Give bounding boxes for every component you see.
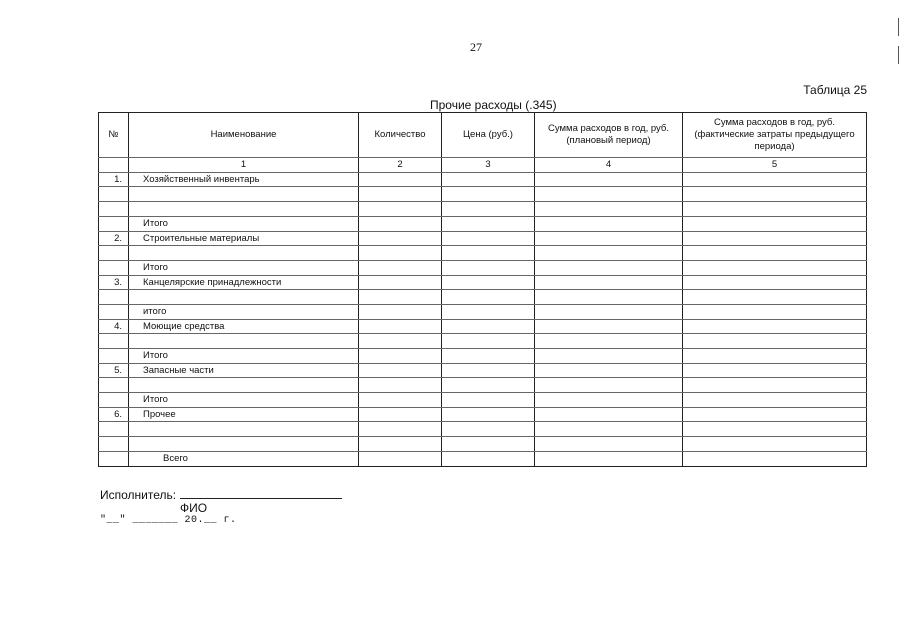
row-name-cell — [129, 437, 359, 452]
row-number-cell: 4. — [99, 319, 129, 334]
row-name-cell: Прочее — [129, 407, 359, 422]
table-row — [99, 407, 867, 422]
table-caption: Таблица 25 — [803, 83, 867, 97]
row-number-cell — [99, 305, 129, 320]
header-cell-name: Наименование — [129, 113, 359, 158]
total-actual-sum-cell[interactable] — [683, 452, 867, 467]
row-name-cell — [129, 422, 359, 437]
row-planned-sum-cell[interactable] — [535, 246, 683, 261]
row-name-cell: Итого — [129, 349, 359, 364]
row-number-cell — [99, 422, 129, 437]
row-planned-sum-cell[interactable] — [535, 172, 683, 187]
table-title: Прочие расходы (.345) — [430, 98, 557, 112]
row-price-cell[interactable] — [442, 334, 535, 349]
row-quantity-cell[interactable] — [359, 231, 442, 246]
row-actual-sum-cell[interactable] — [683, 393, 867, 408]
row-price-cell[interactable] — [442, 231, 535, 246]
row-actual-sum-cell[interactable] — [683, 334, 867, 349]
row-quantity-cell[interactable] — [359, 217, 442, 232]
row-actual-sum-cell[interactable] — [683, 378, 867, 393]
row-name-cell: Хозяйственный инвентарь — [129, 172, 359, 187]
row-number-cell: 6. — [99, 407, 129, 422]
row-quantity-cell[interactable] — [359, 422, 442, 437]
table-row — [99, 246, 867, 261]
row-quantity-cell[interactable] — [359, 246, 442, 261]
row-planned-sum-cell[interactable] — [535, 305, 683, 320]
row-number-cell — [99, 261, 129, 276]
row-name-cell — [129, 187, 359, 202]
row-quantity-cell[interactable] — [359, 202, 442, 217]
row-quantity-cell[interactable] — [359, 378, 442, 393]
row-price-cell[interactable] — [442, 363, 535, 378]
column-number-cell: 3 — [442, 158, 535, 173]
row-actual-sum-cell[interactable] — [683, 305, 867, 320]
row-price-cell[interactable] — [442, 261, 535, 276]
row-price-cell[interactable] — [442, 407, 535, 422]
table-row — [99, 349, 867, 364]
table-row — [99, 290, 867, 305]
row-actual-sum-cell[interactable] — [683, 407, 867, 422]
row-actual-sum-cell[interactable] — [683, 261, 867, 276]
row-price-cell[interactable] — [442, 437, 535, 452]
total-label: Всего — [129, 452, 359, 467]
row-price-cell[interactable] — [442, 187, 535, 202]
row-name-cell — [129, 246, 359, 261]
row-price-cell[interactable] — [442, 172, 535, 187]
row-quantity-cell[interactable] — [359, 393, 442, 408]
row-actual-sum-cell[interactable] — [683, 202, 867, 217]
row-price-cell[interactable] — [442, 217, 535, 232]
table-row — [99, 305, 867, 320]
row-name-cell: итого — [129, 305, 359, 320]
scan-edge-mark — [898, 46, 899, 64]
row-number-cell — [99, 187, 129, 202]
table-body — [99, 158, 867, 452]
column-number-cell: 4 — [535, 158, 683, 173]
row-name-cell: Строительные материалы — [129, 231, 359, 246]
row-actual-sum-cell[interactable] — [683, 187, 867, 202]
table-row — [99, 378, 867, 393]
row-price-cell[interactable] — [442, 305, 535, 320]
row-planned-sum-cell[interactable] — [535, 349, 683, 364]
column-number-cell: 2 — [359, 158, 442, 173]
table-row — [99, 393, 867, 408]
header-cell-quantity: Количество — [359, 113, 442, 158]
row-price-cell[interactable] — [442, 349, 535, 364]
table-header-row — [99, 113, 867, 158]
table-row — [99, 261, 867, 276]
row-name-cell: Канцелярские принадлежности — [129, 275, 359, 290]
row-planned-sum-cell[interactable] — [535, 437, 683, 452]
column-number-cell: 1 — [129, 158, 359, 173]
row-quantity-cell[interactable] — [359, 290, 442, 305]
row-quantity-cell[interactable] — [359, 407, 442, 422]
row-actual-sum-cell[interactable] — [683, 290, 867, 305]
row-planned-sum-cell[interactable] — [535, 319, 683, 334]
row-number-cell — [99, 202, 129, 217]
table-row — [99, 231, 867, 246]
total-quantity-cell[interactable] — [359, 452, 442, 467]
row-planned-sum-cell[interactable] — [535, 275, 683, 290]
row-actual-sum-cell[interactable] — [683, 217, 867, 232]
row-name-cell: Итого — [129, 261, 359, 276]
row-quantity-cell[interactable] — [359, 437, 442, 452]
total-price-cell[interactable] — [442, 452, 535, 467]
row-name-cell: Запасные части — [129, 363, 359, 378]
row-number-cell: 1. — [99, 172, 129, 187]
column-number-cell: 5 — [683, 158, 867, 173]
table-row — [99, 422, 867, 437]
row-name-cell — [129, 290, 359, 305]
row-price-cell[interactable] — [442, 290, 535, 305]
row-number-cell — [99, 290, 129, 305]
row-actual-sum-cell[interactable] — [683, 275, 867, 290]
row-actual-sum-cell[interactable] — [683, 349, 867, 364]
row-planned-sum-cell[interactable] — [535, 363, 683, 378]
row-quantity-cell[interactable] — [359, 275, 442, 290]
row-planned-sum-cell[interactable] — [535, 393, 683, 408]
header-cell-number: № — [99, 113, 129, 158]
row-actual-sum-cell[interactable] — [683, 319, 867, 334]
row-quantity-cell[interactable] — [359, 319, 442, 334]
row-name-cell — [129, 202, 359, 217]
row-name-cell: Моющие средства — [129, 319, 359, 334]
row-name-cell: Итого — [129, 393, 359, 408]
row-actual-sum-cell[interactable] — [683, 422, 867, 437]
row-number-cell: 2. — [99, 231, 129, 246]
row-price-cell[interactable] — [442, 378, 535, 393]
executor-label: Исполнитель: — [100, 488, 177, 502]
row-actual-sum-cell[interactable] — [683, 172, 867, 187]
row-quantity-cell[interactable] — [359, 172, 442, 187]
row-quantity-cell[interactable] — [359, 349, 442, 364]
total-no-cell — [99, 452, 129, 467]
fio-label: ФИО — [180, 501, 208, 515]
header-cell-planned-sum: Сумма расходов в год, руб. (плановый период) — [535, 113, 683, 158]
table-row — [99, 319, 867, 334]
row-number-cell: 5. — [99, 363, 129, 378]
column-number-cell — [99, 158, 129, 173]
scan-edge-mark — [898, 18, 899, 36]
total-planned-sum-cell[interactable] — [535, 452, 683, 467]
row-quantity-cell[interactable] — [359, 305, 442, 320]
row-actual-sum-cell[interactable] — [683, 437, 867, 452]
row-planned-sum-cell[interactable] — [535, 231, 683, 246]
table-row — [99, 217, 867, 232]
header-cell-price: Цена (руб.) — [442, 113, 535, 158]
row-actual-sum-cell[interactable] — [683, 246, 867, 261]
row-planned-sum-cell[interactable] — [535, 187, 683, 202]
executor-signature-line — [100, 487, 342, 502]
executor-signature-field[interactable] — [180, 487, 342, 499]
row-number-cell — [99, 246, 129, 261]
row-number-cell: 3. — [99, 275, 129, 290]
row-planned-sum-cell[interactable] — [535, 290, 683, 305]
expenses-table — [98, 112, 867, 467]
table-row — [99, 275, 867, 290]
row-price-cell[interactable] — [442, 422, 535, 437]
table-row — [99, 172, 867, 187]
row-name-cell: Итого — [129, 217, 359, 232]
page-number: 27 — [470, 40, 482, 54]
table-row-total — [99, 452, 867, 467]
table-row — [99, 187, 867, 202]
row-number-cell — [99, 334, 129, 349]
header-cell-actual-sum: Сумма расходов в год, руб. (фактические затраты предыдущего периода) — [683, 113, 867, 158]
row-planned-sum-cell[interactable] — [535, 378, 683, 393]
row-actual-sum-cell[interactable] — [683, 363, 867, 378]
date-line: "__" _______ 20.__ г. — [100, 515, 237, 526]
row-planned-sum-cell[interactable] — [535, 407, 683, 422]
row-number-cell — [99, 378, 129, 393]
row-quantity-cell[interactable] — [359, 187, 442, 202]
row-number-cell — [99, 437, 129, 452]
row-planned-sum-cell[interactable] — [535, 202, 683, 217]
table-row — [99, 437, 867, 452]
row-price-cell[interactable] — [442, 319, 535, 334]
row-planned-sum-cell[interactable] — [535, 334, 683, 349]
row-price-cell[interactable] — [442, 202, 535, 217]
row-actual-sum-cell[interactable] — [683, 231, 867, 246]
row-number-cell — [99, 393, 129, 408]
row-planned-sum-cell[interactable] — [535, 217, 683, 232]
row-planned-sum-cell[interactable] — [535, 261, 683, 276]
row-price-cell[interactable] — [442, 275, 535, 290]
row-number-cell — [99, 217, 129, 232]
row-price-cell[interactable] — [442, 393, 535, 408]
column-number-row — [99, 158, 867, 173]
row-planned-sum-cell[interactable] — [535, 422, 683, 437]
row-name-cell — [129, 378, 359, 393]
row-number-cell — [99, 349, 129, 364]
row-price-cell[interactable] — [442, 246, 535, 261]
row-quantity-cell[interactable] — [359, 334, 442, 349]
table-row — [99, 363, 867, 378]
table-row — [99, 334, 867, 349]
row-quantity-cell[interactable] — [359, 363, 442, 378]
row-quantity-cell[interactable] — [359, 261, 442, 276]
row-name-cell — [129, 334, 359, 349]
table-row — [99, 202, 867, 217]
